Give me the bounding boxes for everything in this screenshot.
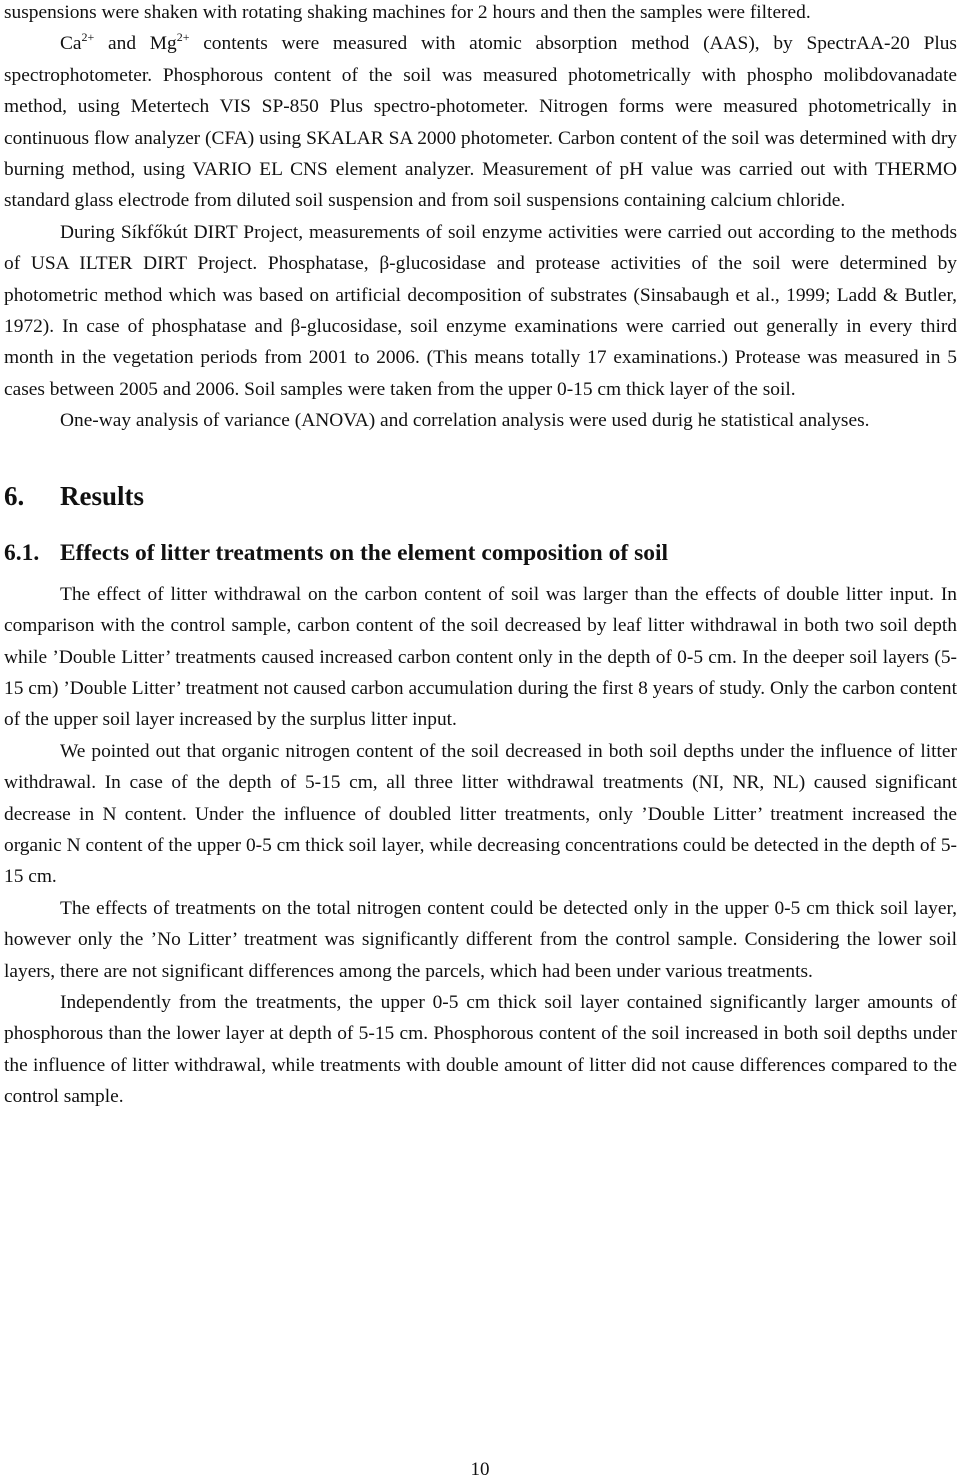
page-number: 10 — [470, 1459, 490, 1480]
text-segment: Ca — [60, 33, 82, 55]
section-number: 6. — [4, 480, 25, 511]
subsection-title: Effects of litter treatments on the element composition of soil — [60, 539, 669, 566]
page-content — [4, 0, 957, 1113]
subsection-heading-element-composition — [4, 537, 957, 569]
paragraph-methods-filtration — [4, 0, 957, 28]
paragraph-results-phosphorous: Independently from the treatments, the upper 0-5 cm thick soil layer contained significantly larger amounts of phosphorous than the lower layer at depth of 5-15 cm. Phosphorous content of the soil increased in both soil depths under the influence of litter withdrawal, while treatments with double amount of litter did not cause differences compared to the control sample. — [4, 991, 957, 1108]
paragraph-methods-measurements — [4, 28, 957, 216]
paragraph-text: One-way analysis of variance (ANOVA) and correlation analysis were used durig he statistical analyses. — [60, 410, 870, 432]
paragraph-methods-enzymes — [4, 217, 957, 405]
superscript: 2+ — [176, 30, 190, 45]
paragraph-text: During Síkfőkút DIRT Project, measurements of soil enzyme activities were carried out according to the methods of USA ILTER DIRT Project. Phosphatase, β-glucosidase and protease activities of the soil were determined by photometric method which was based on artificial decomposition of substrates (Sinsabaugh et al., 1999; Ladd & Butler, 1972). In case of phosphatase and β-glucosidase, soil enzyme examinations were carried out generally in every third month in the vegetation periods from 2001 to 2006. (This means totally 17 examinations.) Protease was measured in 5 cases between 2005 and 2006. Soil samples were taken from the upper 0-15 cm thick layer of the soil. — [4, 221, 957, 400]
subsection-number: 6.1. — [4, 539, 40, 566]
paragraph-methods-statistics — [4, 405, 957, 436]
text-segment: contents were measured with atomic absorption method (AAS), by SpectrAA-20 Plus spectrophotometer. Phosphorous content of the soil was measured photometrically with phospho molibdovanadate method, using Metertech VIS SP-850 Plus spectro-photometer. Nitrogen forms were measured photometrically in continuous flow analyzer (CFA) using SKALAR SA 2000 photometer. Carbon content of the soil was determined with dry burning method, using VARIO EL CNS element analyzer. Measurement of pH value was carried out with THERMO standard glass electrode from diluted soil suspension and from soil suspensions containing calcium chloride. — [4, 33, 957, 212]
paragraph-results-total-nitrogen: The effects of treatments on the total nitrogen content could be detected only in the upper 0-5 cm thick soil layer, however only the ’No Litter’ treatment was significantly different from the control sample. Considering the lower soil layers, there are not significant differences among the parcels, which had been under various treatments. — [4, 897, 957, 982]
paragraph-text: suspensions were shaken with rotating shaking machines for 2 hours and then the samples were filtered. — [4, 2, 811, 23]
paragraph-results-organic-nitrogen: We pointed out that organic nitrogen content of the soil decreased in both soil depths under the influence of litter withdrawal. In case of the depth of 5-15 cm, all three litter withdrawal treatments (NI, NR, NL) caused significant decrease in N content. Under the influence of doubled litter treatments, only ’Double Litter’ treatment increased the organic N content of the upper 0-5 cm thick soil layer, while decreasing concentrations could be detected in the depth of 5-15 cm. — [4, 740, 957, 888]
section-title: Results — [60, 480, 145, 511]
paragraph-results-carbon: The effect of litter withdrawal on the carbon content of soil was larger than the effects of double litter input. In comparison with the control sample, carbon content of the soil decreased by leaf litter withdrawal in both two soil depth while ’Double Litter’ treatments caused increased carbon content only in the depth of 0-5 cm. In the deeper soil layers (5-15 cm) ’Double Litter’ treatment not caused carbon accumulation during the first 8 years of study. Only the carbon content of the upper soil layer increased by the surplus litter input. — [4, 583, 957, 731]
text-segment: and Mg — [94, 33, 177, 55]
section-heading-results — [4, 479, 957, 513]
superscript: 2+ — [81, 30, 95, 45]
